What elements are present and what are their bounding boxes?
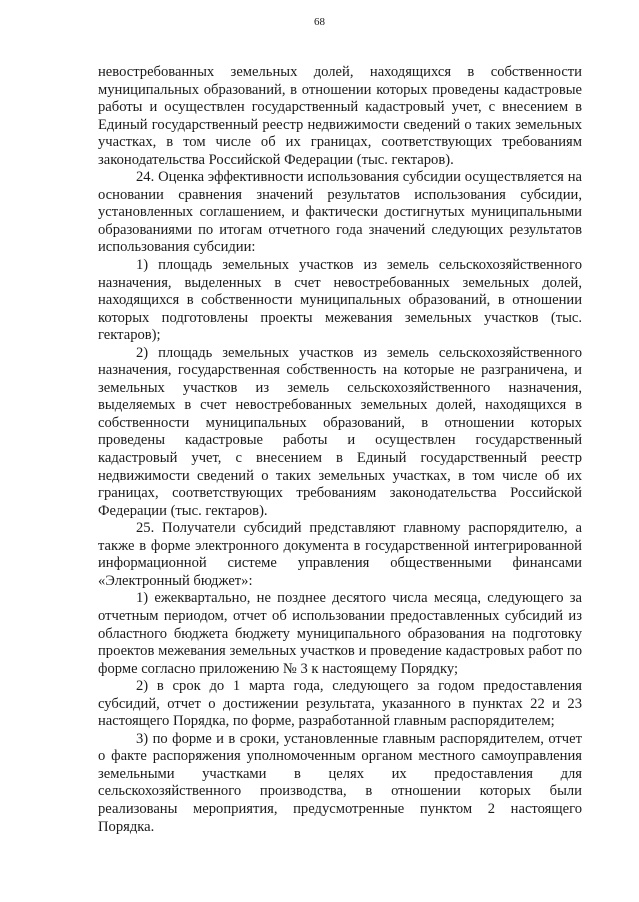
paragraph: невостребованных земельных долей, находящихся в собственности муниципальных образований, в отношении которых проведены кадастровые работы и осуществлен государственный кадастровый учет, с внесением в Единый государственный реестр недвижимости сведений о таких земельных участках, в том числе об их границах, соответствующих требованиям законодательства Российской Федерации (тыс. гектаров). bbox=[98, 64, 582, 168]
document-body bbox=[98, 64, 582, 836]
paragraph: 2) площадь земельных участков из земель сельскохозяйственного назначения, государственная собственность на которые не разграничена, и земельных участков из земель сельскохозяйственного назначения, выделяемых в счет невостребованных земельных долей, находящихся в собственности муниципальных образований, в отношении которых проведены кадастровые работы и осуществлен государственный кадастровый учет, с внесением в Единый государственный реестр недвижимости сведений о таких земельных участках, в том числе об их границах, соответствующих требованиям законодательства Российской Федерации (тыс. гектаров). bbox=[98, 344, 582, 519]
paragraph: 1) площадь земельных участков из земель сельскохозяйственного назначения, выделенных в счет невостребованных земельных долей, находящихся в собственности муниципальных образований, в отношении которых подготовлены проекты межевания земельных участков (тыс. гектаров); bbox=[98, 257, 582, 344]
paragraph: 25. Получатели субсидий представляют главному распорядителю, а также в форме электронного документа в государственной интегрированной информационной системе управления общественными финансами «Электронный бюджет»: bbox=[98, 520, 582, 589]
paragraph: 2) в срок до 1 марта года, следующего за годом предоставления субсидий, отчет о достижении результата, указанного в пунктах 22 и 23 настоящего Порядка, по форме, разработанной главным распорядителем; bbox=[98, 678, 582, 730]
paragraph: 1) ежеквартально, не позднее десятого числа месяца, следующего за отчетным периодом, отчет об использовании предоставленных субсидий из областного бюджета бюджету муниципального образования на подготовку проектов межевания земельных участков и проведение кадастровых работ по форме согласно приложению № 3 к настоящему Порядку; bbox=[98, 590, 582, 677]
page-number: 68 bbox=[314, 16, 325, 28]
paragraph: 3) по форме и в сроки, установленные главным распорядителем, отчет о факте распоряжения уполномоченным органом местного самоуправления земельными участками в целях их предоставления для сельскохозяйственного производства, в отношении которых были реализованы мероприятия, предусмотренные пунктом 2 настоящего Порядка. bbox=[98, 730, 582, 835]
paragraph: 24. Оценка эффективности использования субсидии осуществляется на основании сравнения значений результатов использования субсидии, установленных соглашением, и фактически достигнутых муниципальными образованиями по итогам отчетного года значений следующих результатов использования субсидии: bbox=[98, 169, 582, 256]
